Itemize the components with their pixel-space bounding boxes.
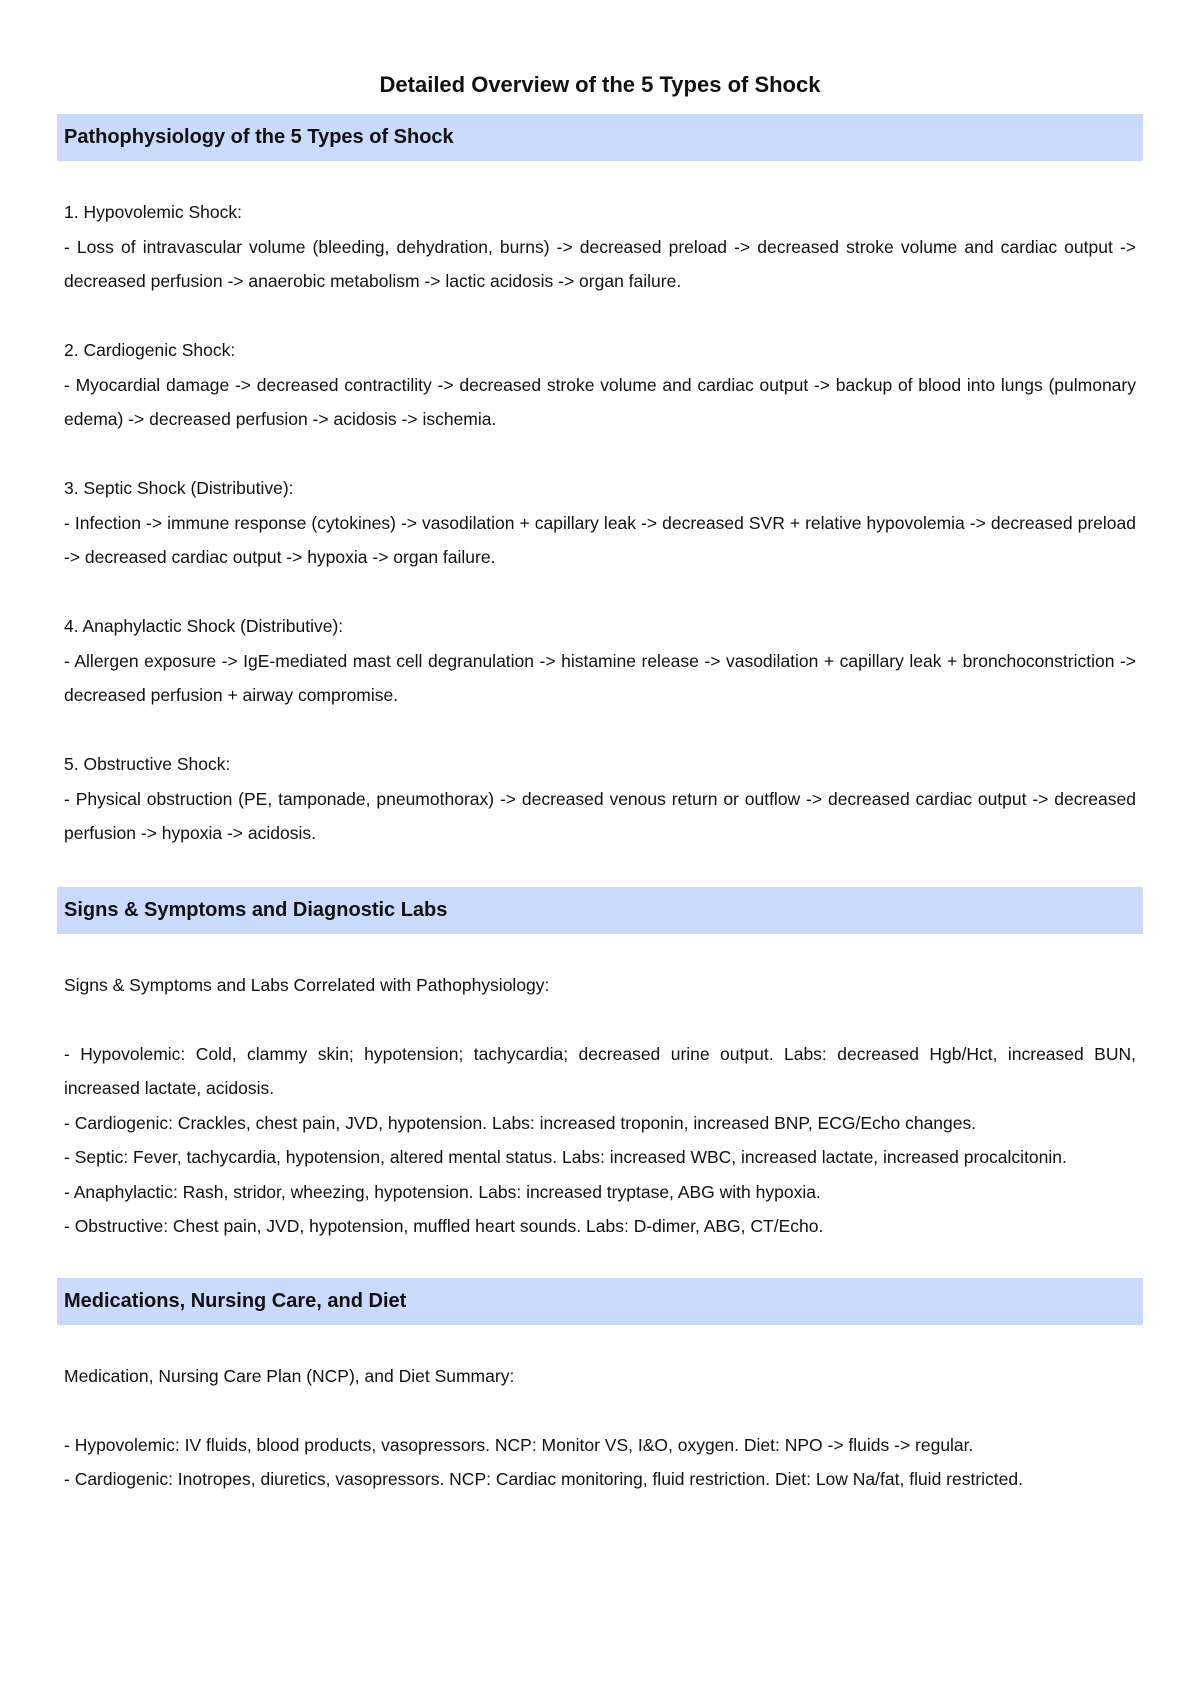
shock-type-description: - Loss of intravascular volume (bleeding, dehydration, burns) -> decreased preload -> decreased stroke volume and cardiac output -> decreased perfusion -> anaerobic metabolism -> lactic acidosis -> organ failure.	[64, 236, 1136, 291]
shock-type-heading: 2. Cardiogenic Shock:	[64, 340, 236, 360]
document-title: Detailed Overview of the 5 Types of Shock	[379, 72, 821, 97]
list-item: - Cardiogenic: Crackles, chest pain, JVD, hypotension. Labs: increased troponin, increased BNP, ECG/Echo changes.	[64, 1112, 977, 1133]
list-item: - Cardiogenic: Inotropes, diuretics, vasopressors. NCP: Cardiac monitoring, fluid restriction. Diet: Low Na/fat, fluid restricted.	[64, 1469, 1023, 1489]
shock-type-description: - Allergen exposure -> IgE-mediated mast cell degranulation -> histamine release -> vasodilation + capillary leak + bronchoconstriction -> decreased perfusion + airway compromise.	[64, 650, 1136, 705]
shock-type-heading: 5. Obstructive Shock:	[64, 754, 231, 774]
shock-type-heading: 3. Septic Shock (Distributive):	[64, 478, 294, 498]
shock-type-description: - Infection -> immune response (cytokines) -> vasodilation + capillary leak -> decreased SVR + relative hypovolemia -> decreased preload -> decreased cardiac output -> hypoxia -> organ failure.	[64, 512, 1136, 567]
list-item: - Anaphylactic: Rash, stridor, wheezing, hypotension. Labs: increased tryptase, ABG with hypoxia.	[64, 1181, 821, 1202]
section-intro: Medication, Nursing Care Plan (NCP), and Diet Summary:	[64, 1365, 515, 1386]
section-body-pathophysiology	[57, 161, 1143, 851]
section-heading-pathophysiology: Pathophysiology of the 5 Types of Shock	[57, 114, 1143, 161]
shock-type-description: - Myocardial damage -> decreased contractility -> decreased stroke volume and cardiac output -> backup of blood into lungs (pulmonary edema) -> decreased perfusion -> acidosis -> ischemia.	[64, 374, 1136, 429]
section-heading-signs-symptoms: Signs & Symptoms and Diagnostic Labs	[57, 887, 1143, 934]
list-item: - Hypovolemic: Cold, clammy skin; hypotension; tachycardia; decreased urine output. Labs: decreased Hgb/Hct, increased BUN, increased lactate, acidosis.	[64, 1043, 1136, 1098]
section-intro: Signs & Symptoms and Labs Correlated with Pathophysiology:	[64, 974, 550, 995]
list-item: - Hypovolemic: IV fluids, blood products, vasopressors. NCP: Monitor VS, I&O, oxygen. Diet: NPO -> fluids -> regular.	[64, 1434, 974, 1455]
section-body-medications	[57, 1325, 1143, 1497]
section-heading-medications: Medications, Nursing Care, and Diet	[57, 1278, 1143, 1325]
shock-type-heading: 4. Anaphylactic Shock (Distributive):	[64, 616, 344, 636]
section-body-signs-symptoms	[57, 934, 1143, 1244]
shock-type-heading: 1. Hypovolemic Shock:	[64, 202, 242, 222]
list-item: - Obstructive: Chest pain, JVD, hypotension, muffled heart sounds. Labs: D-dimer, ABG, CT/Echo.	[64, 1216, 824, 1236]
shock-type-description: - Physical obstruction (PE, tamponade, pneumothorax) -> decreased venous return or outflow -> decreased cardiac output -> decreased perfusion -> hypoxia -> acidosis.	[64, 788, 1136, 843]
list-item: - Septic: Fever, tachycardia, hypotension, altered mental status. Labs: increased WBC, increased lactate, increased procalcitonin.	[64, 1147, 1067, 1167]
